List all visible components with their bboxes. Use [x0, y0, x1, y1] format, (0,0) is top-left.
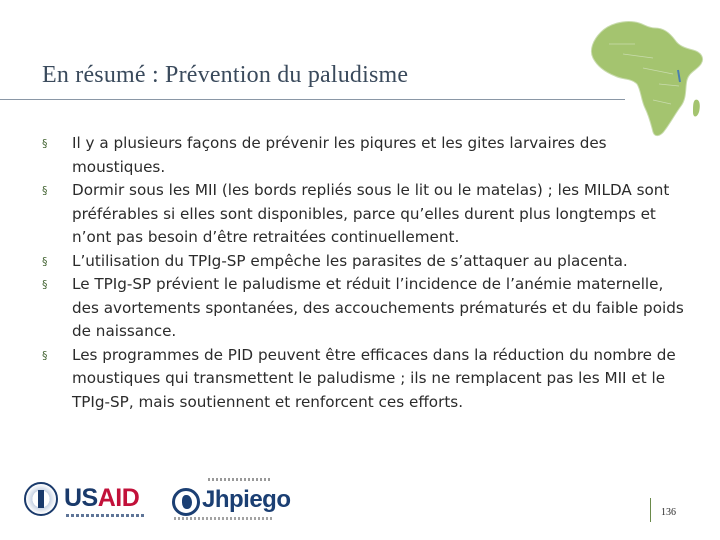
bullet-marker: § — [42, 137, 48, 150]
usaid-tagline — [66, 514, 144, 517]
bullet-item — [42, 132, 692, 179]
bullet-item — [42, 344, 692, 415]
globe-icon — [172, 488, 200, 516]
bullet-marker: § — [42, 348, 48, 362]
bullet-marker: § — [42, 184, 48, 197]
jhpiego-wordmark: Jhpiego — [202, 486, 291, 513]
bullet-text: Les programmes de PID peuvent être efficaces dans la réduction du nombre de moustiques qui transmettent le paludisme ; ils ne remplacent pas les MII et le TPIg-SP, mais soutiennent et renforcent ces efforts. — [72, 345, 676, 411]
bullet-text: L’utilisation du TPIg-SP empêche les parasites de s’attaquer au placenta. — [72, 251, 628, 270]
bullet-text: Dormir sous les MII (les bords repliés sous le lit ou le matelas) ; les MILDA sont préférables si elles sont disponibles, parce qu’elles durent plus longtemps et n’ont pas besoin d’être retraitées continuellement. — [72, 181, 670, 246]
africa-map-icon — [583, 14, 713, 142]
bullet-marker: § — [42, 278, 48, 291]
title-underline — [0, 99, 625, 100]
bullet-text: Le TPIg-SP prévient le paludisme et réduit l’incidence de l’anémie maternelle, des avortements spontanées, des accouchements prématurés et du faible poids de naissance. — [72, 275, 684, 340]
page-number-rule — [650, 498, 651, 522]
usaid-us: US — [64, 484, 98, 512]
usaid-aid: AID — [97, 484, 140, 512]
bullet-text: Il y a plusieurs façons de prévenir les piqures et les gites larvaires des moustiques. — [72, 134, 607, 176]
bullet-item — [42, 179, 692, 250]
usaid-logo — [18, 476, 148, 526]
page-number: 136 — [661, 507, 676, 518]
bullet-marker: § — [42, 254, 48, 268]
jhpiego-logo — [172, 476, 292, 526]
slide-title: En résumé : Prévention du paludisme — [42, 62, 409, 88]
jhpiego-tagline-top — [208, 478, 270, 481]
usaid-wordmark — [64, 484, 139, 513]
bullet-list — [42, 132, 692, 414]
bullet-item — [42, 250, 692, 274]
usaid-seal-icon — [24, 482, 58, 516]
bullet-item — [42, 273, 692, 344]
jhpiego-tagline-bottom — [174, 517, 274, 520]
